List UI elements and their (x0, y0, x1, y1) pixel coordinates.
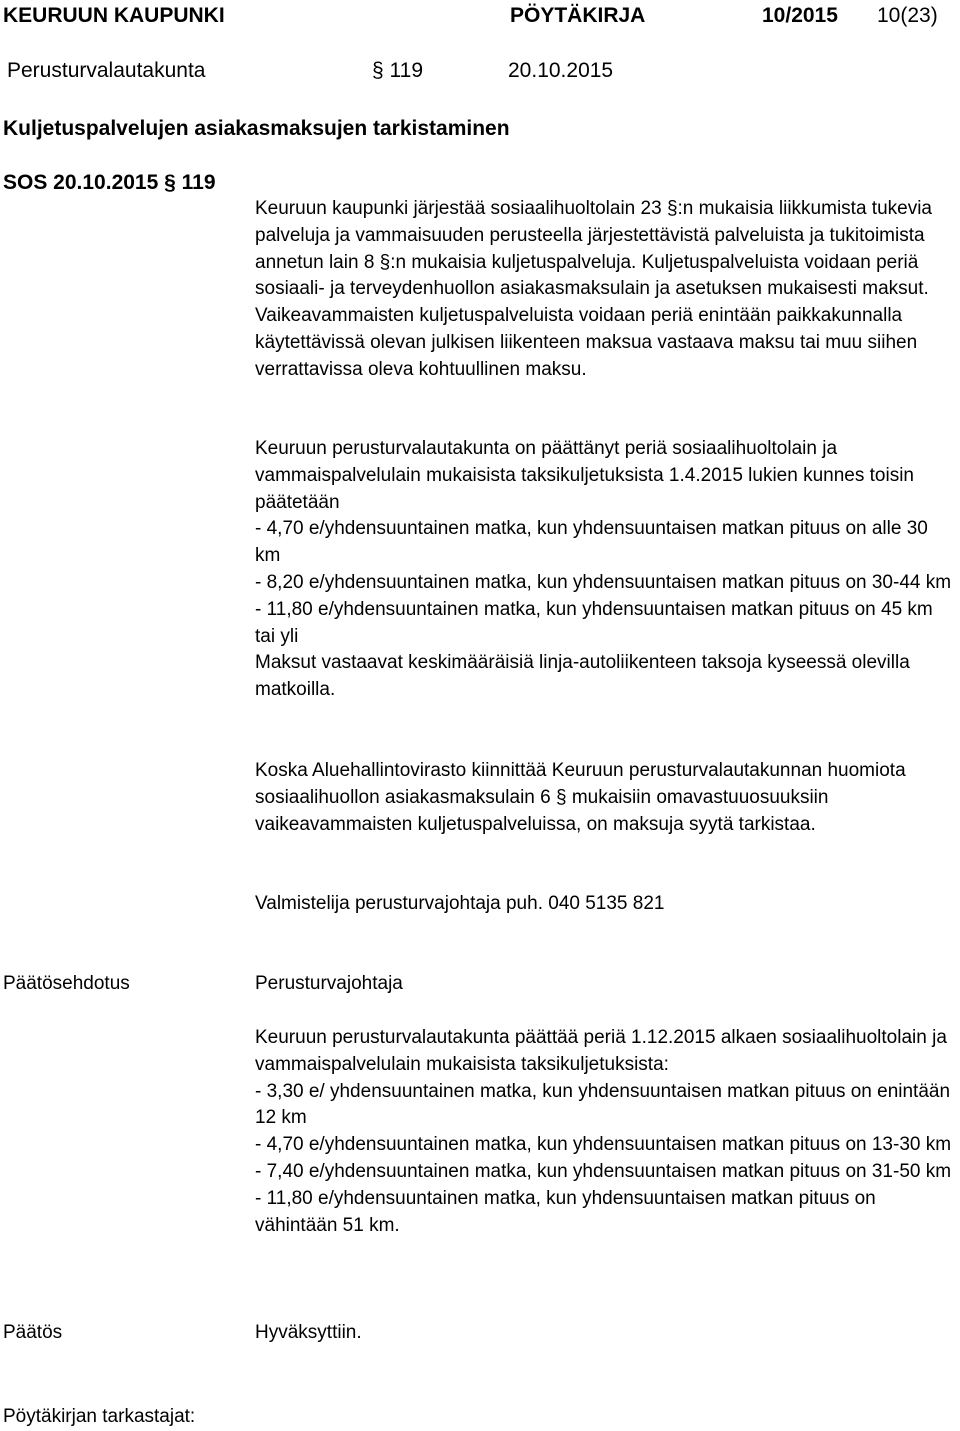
proposal-intro: Keuruun perusturvalautakunta päättää periä 1.12.2015 alkaen sosiaalihuoltolain ja vammaispalvelulain mukaisista taksikuljetuksista: (255, 1027, 947, 1075)
decision-text: Hyväksyttiin. (255, 1322, 362, 1343)
proposal-item: - 7,40 e/yhdensuuntainen matka, kun yhdensuuntaisen matkan pituus on 31-50 km (255, 1160, 952, 1182)
fee-item: - 4,70 e/yhdensuuntainen matka, kun yhdensuuntaisen matkan pituus on alle 30 km (255, 518, 928, 567)
document-type: PÖYTÄKIRJA (510, 4, 646, 27)
current-fees-intro: Keuruun perusturvalautakunta on päättänyt periä sosiaalihuoltolain ja vammaispalvelulain mukaisista taksikuljetuksista 1.4.2015 lukien kunnes toisin päätetään (255, 438, 914, 513)
proposal-section (255, 1025, 955, 1239)
proposal-item: - 11,80 e/yhdensuuntainen matka, kun yhdensuuntaisen matkan pituus on vähintään 51 km. (255, 1187, 876, 1236)
proposal-label: Päätösehdotus (3, 973, 130, 994)
meeting-date: 20.10.2015 (508, 59, 614, 82)
proposer: Perusturvajohtaja (255, 973, 403, 994)
reviewers-label: Pöytäkirjan tarkastajat: (3, 1406, 196, 1427)
section-number: § 119 (372, 59, 423, 82)
proposal-item: - 4,70 e/yhdensuuntainen matka, kun yhdensuuntaisen matkan pituus on 13-30 km (255, 1134, 952, 1156)
fees-note: Maksut vastaavat keskimääräisiä linja-autoliikenteen taksoja kyseessä olevilla matkoilla. (255, 652, 910, 701)
page-title: Kuljetuspalvelujen asiakasmaksujen tarkistaminen (3, 117, 510, 140)
proposal-item: - 3,30 e/ yhdensuuntainen matka, kun yhdensuuntaisen matkan pituus on enintään 12 km (255, 1080, 951, 1129)
case-description (255, 196, 955, 384)
review-reason (255, 758, 955, 838)
paragraph-background: Keuruun kaupunki järjestää sosiaalihuoltolain 23 §:n mukaisia liikkumista tukevia palveluja ja vammaisuuden perusteella järjestettävistä palveluista ja tukitoimista annetun lain 8 §:n mukaisia kuljetuspalveluja. Kuljetuspalveluista voidaan periä sosiaali- ja terveydenhuollon asiakasmaksulain ja asetuksen mukaisesti maksut. Vaikeavammaisten kuljetuspalveluista voidaan periä enintään paikkakunnalla käytettävissä olevan julkisen liikenteen maksua vastaava maksu tai muu siihen verrattavissa oleva kohtuullinen maksu. (255, 198, 932, 380)
fee-item: - 8,20 e/yhdensuuntainen matka, kun yhdensuuntaisen matkan pituus on 30-44 km (255, 571, 952, 593)
fee-item: - 11,80 e/yhdensuuntainen matka, kun yhdensuuntaisen matkan pituus on 45 km tai yli (255, 598, 933, 647)
decision-label: Päätös (3, 1322, 63, 1343)
paragraph-reason: Koska Aluehallintovirasto kiinnittää Keuruun perusturvalautakunnan huomiota sosiaalihuollon asiakasmaksulain 6 § mukaisiin omavastuuosuuksiin vaikeavammaisten kuljetuspalveluissa, on maksuja syytä tarkistaa. (255, 760, 906, 835)
current-fees-section (255, 436, 955, 704)
organization-name: KEURUUN KAUPUNKI (3, 4, 225, 27)
preparer-info: Valmistelija perusturvajohtaja puh. 040 5135 821 (255, 893, 665, 914)
case-reference: SOS 20.10.2015 § 119 (3, 171, 216, 194)
committee-name: Perusturvalautakunta (7, 59, 206, 82)
page-number: 10(23) (877, 4, 938, 27)
document-number: 10/2015 (762, 4, 838, 27)
